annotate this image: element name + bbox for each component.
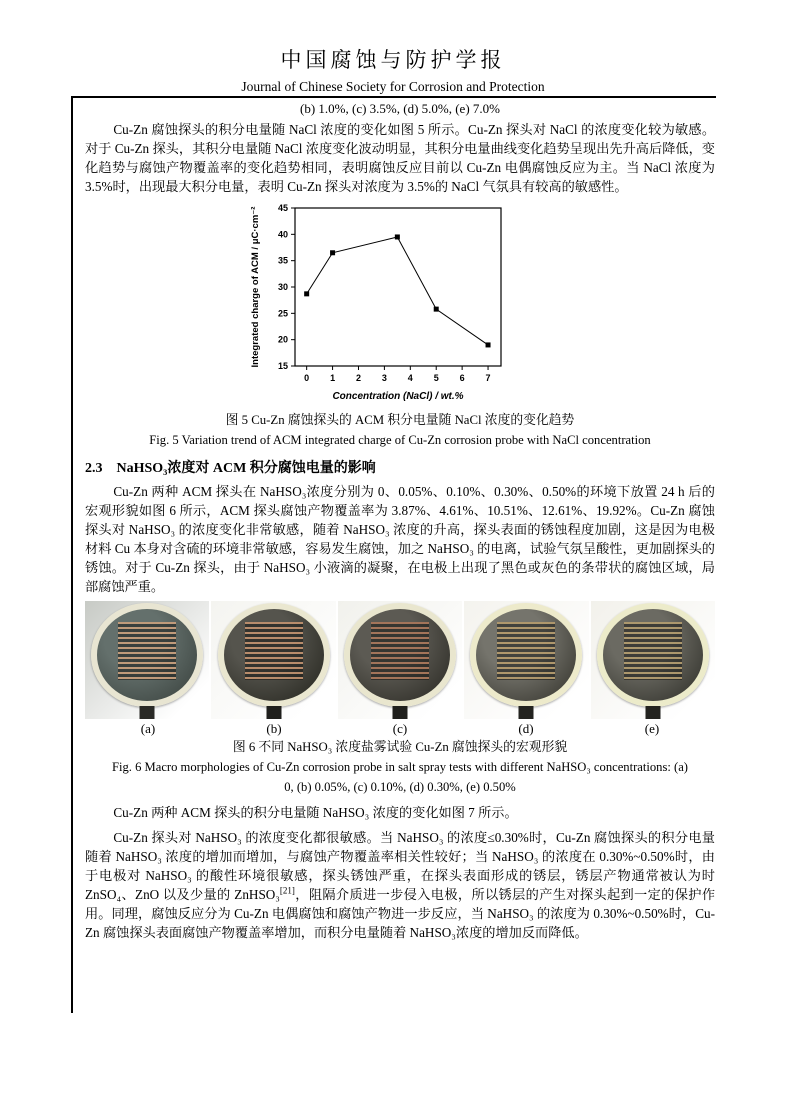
left-margin-rule	[71, 96, 73, 1013]
journal-title-cn: 中国腐蚀与防护学报	[280, 48, 506, 72]
section-heading	[85, 459, 715, 479]
probe-photo-b	[211, 601, 335, 719]
section-title: NaHSO₃浓度对 ACM 积分腐蚀电量的影响	[116, 461, 376, 476]
electrode-stripes-icon	[118, 622, 176, 680]
reference-21: [21]	[279, 885, 295, 896]
svg-text:Concentration (NaCl) / wt.%: Concentration (NaCl) / wt.%	[332, 391, 464, 402]
probe-stem-icon	[266, 706, 281, 719]
svg-text:5: 5	[433, 373, 439, 383]
photo-label-a: (a)	[140, 721, 156, 736]
electrode-stripes-icon	[245, 622, 303, 680]
svg-text:15: 15	[277, 361, 288, 371]
figure6-caption-cn: 图 6 不同 NaHSO₃ 浓度盐雾试验 Cu-Zn 腐蚀探头的宏观形貌	[232, 740, 568, 754]
probe-photo-c	[338, 601, 462, 719]
probe-face-icon	[218, 603, 330, 707]
paragraph-text: Cu-Zn 探头对 NaHSO₃ 的浓度变化都很敏感。当 NaHSO₃ 的浓度≤0.30%时，Cu-Zn 腐蚀探头的积分电量随着 NaHSO₃ 浓度的增加而增加，与腐蚀产物覆盖率相关性较好；当 NaHSO₃ 的浓度在 0.30%~0.50%时，由于电极对 NaHSO₃ 的酸性环境很敏感，探头锈蚀严重，在探头表面形成的锈层，锈层产物通常被认为时 ZnSO₄、ZnO 以及少量的 ZnHSO₃	[85, 830, 715, 902]
paragraph-text: ，阻隔介质进一步侵入电极，所以锈层的产生对探头起到一定的保护作用。同理，腐蚀反应分为 Cu-Zn 电偶腐蚀和腐蚀产物进一步反应，当 NaHSO₃ 的浓度为 0.30%~0.50%时，Cu-Zn 腐蚀探头表面腐蚀产物覆盖率增加，而积分电量随着 NaHSO₃浓度的增加反而降低。	[85, 887, 716, 940]
svg-text:20: 20	[277, 334, 288, 345]
svg-text:6: 6	[459, 373, 465, 383]
svg-text:35: 35	[277, 255, 288, 266]
paragraph-nahso3-morphology: Cu-Zn 两种 ACM 探头在 NaHSO₃浓度分别为 0、0.05%、0.10%、0.30%、0.50%的环境下放置 24 h 后的宏观形貌如图 6 所示，ACM 探头腐蚀产物覆盖率为 3.87%、4.61%、10.51%、12.61%、19.92%。Cu-Zn 腐蚀探头对 NaHSO₃ 的浓度变化非常敏感，随着 NaHSO₃ 浓度的升高，探头表面的锈蚀程度加剧，这是因为电极材料 Cu 本身对含硫的环境非常敏感，容易发生腐蚀，加之 NaHSO₃ 的电离，试验气氛呈酸性，更加剧探头的锈蚀。对于 Cu-Zn 探头，由于 NaHSO₃ 小液滴的凝聚，在电极上出现了黑色或灰色的条带状的腐蚀区域，局部腐蚀严重。	[85, 484, 715, 594]
svg-text:25: 25	[277, 308, 288, 319]
page-body	[85, 101, 715, 942]
svg-text:2: 2	[355, 373, 361, 383]
probe-face-icon	[91, 603, 203, 707]
header-divider	[71, 96, 716, 98]
photo-label-c: (c)	[392, 721, 408, 736]
paragraph-nacl: Cu-Zn 腐蚀探头的积分电量随 NaCl 浓度的变化如图 5 所示。Cu-Zn 探头对 NaCl 的浓度变化较为敏感。对于 Cu-Zn 探头，其积分电量随 NaCl 浓度变化波动明显，其积分电量曲线变化趋势呈现出先升高后降低，变化趋势与腐蚀产物覆盖率的变化趋势相同，表明腐蚀反应目前以 Cu-Zn 电偶腐蚀反应为主。当 NaCl 浓度为 3.5%时，出现最大积分电量，表明 Cu-Zn 探头对浓度为 3.5%的 NaCl 气氛具有较高的敏感性。	[85, 122, 716, 194]
svg-text:40: 40	[277, 229, 288, 240]
journal-header	[0, 44, 786, 95]
svg-text:45: 45	[277, 203, 288, 213]
probe-face-icon	[470, 603, 582, 707]
figure6-photo-strip	[85, 601, 715, 719]
figure6-photo-labels	[85, 721, 715, 737]
figure5-caption-en: Fig. 5 Variation trend of ACM integrated charge of Cu-Zn corrosion probe with NaCl concentration	[149, 433, 651, 447]
svg-text:3: 3	[381, 373, 387, 383]
probe-photo-e	[591, 601, 715, 719]
section-number: 2.3	[85, 461, 103, 476]
electrode-stripes-icon	[624, 622, 682, 680]
probe-stem-icon	[645, 706, 660, 719]
paragraph-fig7-ref: Cu-Zn 两种 ACM 探头的积分电量随 NaHSO₃ 浓度的变化如图 7 所示。	[113, 805, 518, 820]
photo-label-d: (d)	[518, 721, 534, 736]
electrode-stripes-icon	[371, 622, 429, 680]
figure5-line-chart	[245, 200, 555, 405]
probe-photo-d	[464, 601, 588, 719]
svg-text:4: 4	[407, 373, 413, 383]
svg-text:30: 30	[277, 282, 288, 292]
svg-text:Integrated charge of ACM / μC·: Integrated charge of ACM / μC·cm⁻²	[250, 206, 261, 368]
electrode-stripes-icon	[497, 622, 555, 680]
svg-text:7: 7	[485, 373, 491, 383]
figure5-caption-cn: 图 5 Cu-Zn 腐蚀探头的 ACM 积分电量随 NaCl 浓度的变化趋势	[225, 413, 575, 427]
paragraph-nahso3-charge	[85, 828, 715, 942]
probe-stem-icon	[393, 706, 408, 719]
svg-text:0: 0	[304, 373, 310, 383]
probe-stem-icon	[519, 706, 534, 719]
probe-face-icon	[597, 603, 709, 707]
journal-title-en: Journal of Chinese Society for Corrosion and Protection	[241, 79, 545, 94]
figure6-caption-en-line2: 0, (b) 0.05%, (c) 0.10%, (d) 0.30%, (e) 0.50%	[284, 780, 516, 794]
figure5-chart	[245, 200, 555, 410]
figure4-caption-continuation: (b) 1.0%, (c) 3.5%, (d) 5.0%, (e) 7.0%	[300, 101, 500, 116]
photo-label-e: (e)	[644, 721, 660, 736]
probe-stem-icon	[140, 706, 155, 719]
probe-photo-a	[85, 601, 209, 719]
figure6-caption-en-line1: Fig. 6 Macro morphologies of Cu-Zn corrosion probe in salt spray tests with different NaHSO₃ concentrations: (a)	[111, 760, 688, 774]
svg-text:1: 1	[330, 373, 336, 383]
probe-face-icon	[344, 603, 456, 707]
photo-label-b: (b)	[266, 721, 282, 736]
